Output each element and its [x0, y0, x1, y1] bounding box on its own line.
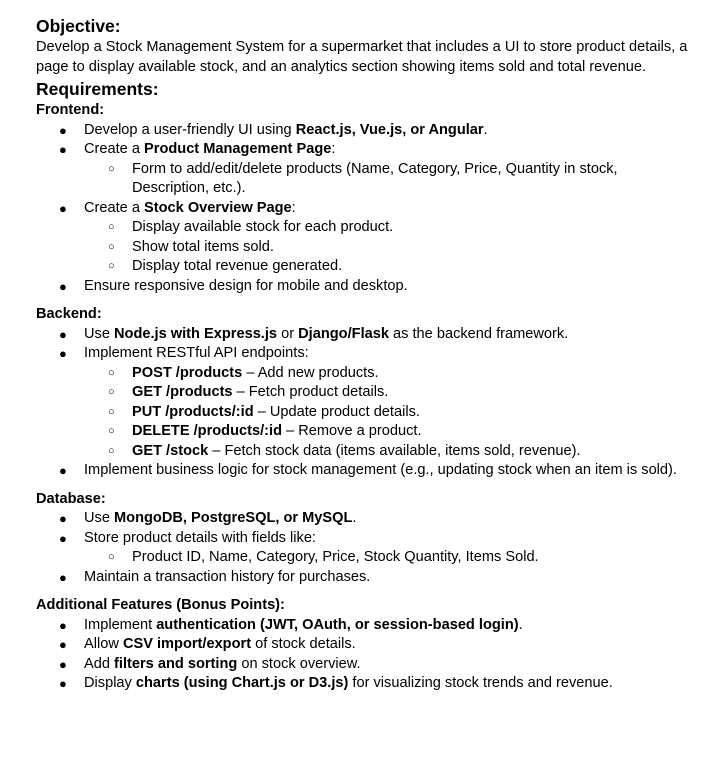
- list-item: ● Implement authentication (JWT, OAuth, or session-based login).: [36, 616, 696, 636]
- circle-bullet-icon: ○: [108, 366, 115, 379]
- list-item: ● Maintain a transaction history for purchases.: [36, 568, 696, 588]
- list-item: ● Display charts (using Chart.js or D3.js) for visualizing stock trends and revenue.: [36, 674, 696, 694]
- circle-bullet-icon: ○: [108, 425, 115, 437]
- database-heading: Database:: [36, 490, 106, 507]
- objective-text: Develop a Stock Management System for a supermarket that includes a UI to store product details, a page to display available stock, and an analytics section showing items sold and total revenue.: [36, 39, 688, 75]
- bullet-icon: ●: [59, 530, 67, 546]
- sub-list-item: ○ Form to add/edit/delete products (Name, Category, Price, Quantity in stock, Description, etc.).: [108, 160, 618, 196]
- list-item: ● Develop a user-friendly UI using React.js, Vue.js, or Angular.: [36, 121, 696, 141]
- bullet-icon: ●: [59, 200, 67, 216]
- circle-bullet-icon: ○: [108, 444, 115, 457]
- bullet-icon: ●: [59, 656, 67, 672]
- circle-bullet-icon: ○: [108, 405, 115, 418]
- list-item: ● Create a Product Management Page: ○ Form to add/edit/delete products (Name, Category, Price, Quantity in stock, Description, etc.).: [36, 140, 696, 199]
- sub-list-item: ○ Display available stock for each product.: [84, 218, 696, 238]
- endpoint-item: ○ POST /products – Add new products.: [84, 364, 696, 384]
- frontend-heading: Frontend:: [36, 102, 105, 118]
- frontend-list: [36, 121, 696, 297]
- endpoint-item: ○ GET /products – Fetch product details.: [84, 383, 696, 403]
- list-item: ● Ensure responsive design for mobile and desktop.: [36, 277, 696, 297]
- objective-heading: Objective:: [36, 16, 121, 36]
- list-item: ● Create a Stock Overview Page: ○ Display available stock for each product. ○ Show total items sold. ○ Display total revenue generated.: [36, 199, 696, 277]
- bullet-icon: ●: [59, 676, 67, 691]
- bullet-icon: ●: [59, 511, 67, 526]
- bullet-icon: ●: [59, 326, 67, 342]
- bullet-icon: ●: [59, 637, 67, 652]
- list-item: ● Use Node.js with Express.js or Django/Flask as the backend framework.: [36, 325, 696, 345]
- circle-bullet-icon: ○: [108, 240, 115, 253]
- bullet-icon: ●: [59, 122, 67, 138]
- bullet-icon: ●: [59, 463, 67, 478]
- list-item: ● Store product details with fields like: ○ Product ID, Name, Category, Price, Stock Quantity, Items Sold.: [36, 529, 696, 568]
- endpoint-item: ○ GET /stock – Fetch stock data (items available, items sold, revenue).: [84, 442, 696, 462]
- document-page: [36, 14, 696, 694]
- circle-bullet-icon: ○: [108, 386, 115, 398]
- backend-heading: Backend:: [36, 306, 102, 322]
- bullet-icon: ●: [59, 278, 67, 294]
- sub-list: [84, 218, 696, 277]
- circle-bullet-icon: ○: [108, 551, 115, 563]
- sub-list-item: ○ Display total revenue generated.: [84, 257, 696, 277]
- circle-bullet-icon: ○: [108, 221, 115, 233]
- sub-list-item: ○ Product ID, Name, Category, Price, Stock Quantity, Items Sold.: [84, 548, 696, 568]
- list-item: ● Implement business logic for stock management (e.g., updating stock when an item is sold).: [36, 461, 696, 481]
- list-item: ● Add filters and sorting on stock overview.: [36, 655, 696, 675]
- requirements-heading: Requirements:: [36, 79, 159, 99]
- additional-features-heading: Additional Features (Bonus Points):: [36, 597, 285, 613]
- circle-bullet-icon: ○: [108, 162, 115, 175]
- sub-list: [84, 160, 696, 199]
- database-list: [36, 509, 696, 587]
- circle-bullet-icon: ○: [108, 260, 115, 272]
- backend-list: [36, 325, 696, 481]
- bullet-icon: ●: [59, 569, 67, 585]
- list-item: ● Use MongoDB, PostgreSQL, or MySQL.: [36, 509, 696, 529]
- endpoint-item: ○ DELETE /products/:id – Remove a product.: [84, 422, 696, 442]
- bullet-icon: ●: [59, 617, 67, 633]
- list-item: ● Implement RESTful API endpoints: ○ POST /products – Add new products. ○ GET /products – Fetch product details. ○ PUT /products/:id – Update product details. ○ DELETE /products/:id – Remove a product. ○ GET /stock – Fetch stock data (items available, items sold, revenue).: [36, 344, 696, 461]
- endpoint-item: ○ PUT /products/:id – Update product details.: [84, 403, 696, 423]
- sub-list: [84, 548, 696, 568]
- endpoint-list: [84, 364, 696, 462]
- additional-features-list: [36, 616, 696, 694]
- bullet-icon: ●: [59, 346, 67, 361]
- bullet-icon: ●: [59, 142, 67, 157]
- sub-list-item: ○ Show total items sold.: [84, 238, 696, 258]
- list-item: ● Allow CSV import/export of stock details.: [36, 635, 696, 655]
